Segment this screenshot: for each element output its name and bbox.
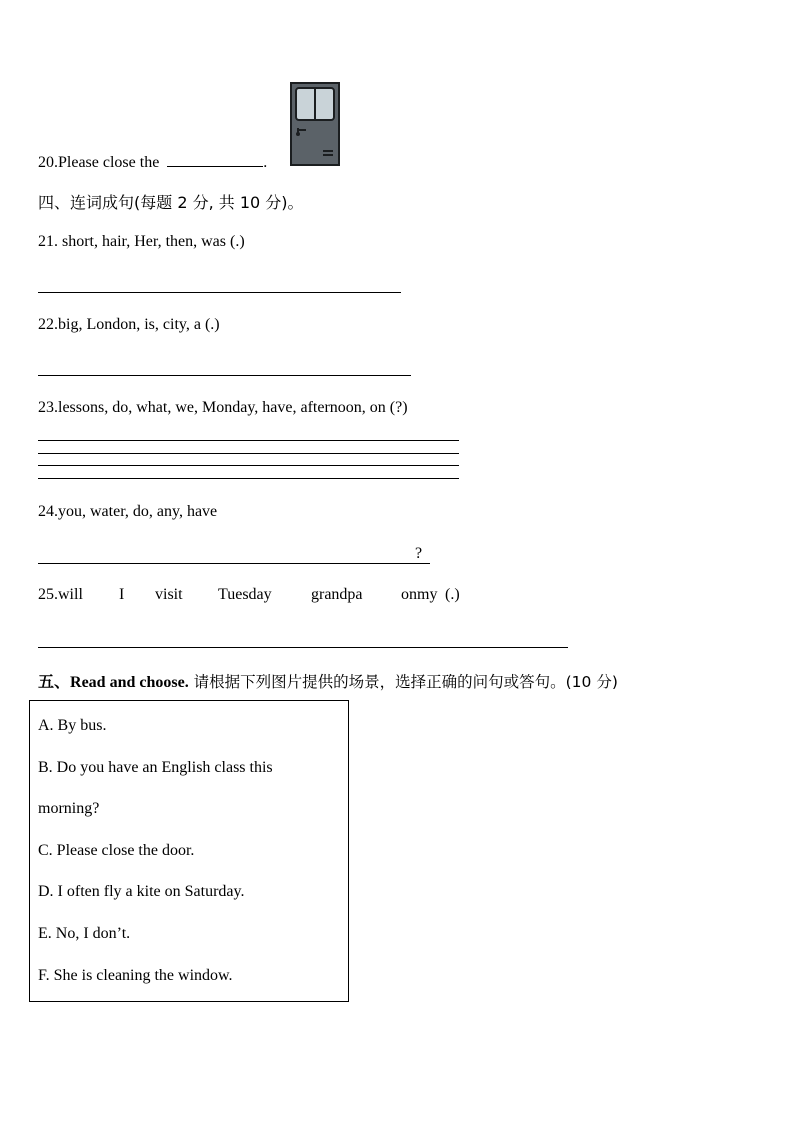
q25-word: Tuesday xyxy=(218,586,272,603)
answer-blank xyxy=(167,152,263,167)
door-icon xyxy=(290,82,340,166)
section-5-chinese: 请根据下列图片提供的场景，选择正确的问句或答句。(10 分) xyxy=(188,673,618,691)
answer-line-25 xyxy=(38,647,568,648)
question-24: 24.you, water, do, any, have xyxy=(38,503,218,520)
q25-word: onmy xyxy=(401,586,438,603)
answer-line-23c xyxy=(38,465,459,466)
option-a: A. By bus. xyxy=(38,717,107,734)
question-20-text: 20.Please close the xyxy=(38,154,160,171)
section-5-english: Read and choose. xyxy=(70,674,189,691)
option-d: D. I often fly a kite on Saturday. xyxy=(38,883,245,900)
period: . xyxy=(263,154,268,171)
q25-word: 25.will xyxy=(38,586,83,603)
option-f: F. She is cleaning the window. xyxy=(38,967,233,984)
question-22: 22.big, London, is, city, a (.) xyxy=(38,316,220,333)
option-e: E. No, I don’t. xyxy=(38,925,131,942)
answer-line-23b xyxy=(38,453,459,454)
answer-line-21 xyxy=(38,292,401,293)
q25-word: visit xyxy=(155,586,183,603)
options-box xyxy=(29,700,349,1002)
answer-line-24 xyxy=(38,563,430,564)
answer-line-23d xyxy=(38,478,459,479)
q25-word: I xyxy=(119,586,125,603)
option-c: C. Please close the door. xyxy=(38,842,195,859)
section-5-prefix: 五、 xyxy=(38,672,71,691)
option-b-continued: morning? xyxy=(38,800,100,817)
question-23: 23.lessons, do, what, we, Monday, have, afternoon, on (?) xyxy=(38,399,408,416)
question-21: 21. short, hair, Her, then, was (.) xyxy=(38,233,245,250)
question-20 xyxy=(38,152,267,172)
answer-line-23a xyxy=(38,440,459,441)
section-5-heading xyxy=(38,669,618,692)
question-mark: ? xyxy=(415,545,423,562)
option-b: B. Do you have an English class this xyxy=(38,759,273,776)
answer-line-22 xyxy=(38,375,411,376)
q25-word: (.) xyxy=(445,586,460,603)
section-4-heading: 四、连词成句(每题 2 分, 共 10 分)。 xyxy=(38,193,304,212)
q25-word: grandpa xyxy=(311,586,363,603)
